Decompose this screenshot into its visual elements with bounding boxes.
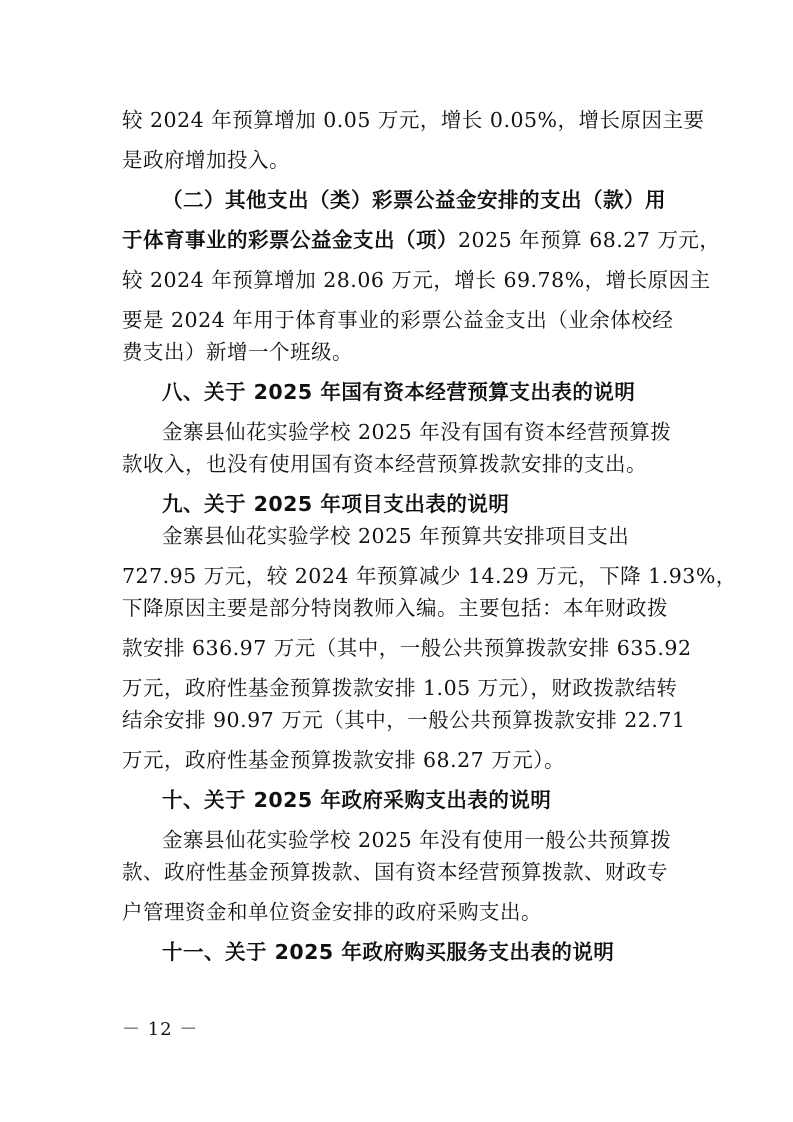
- body-text-line: 金寨县仙花实验学校 2025 年预算共安排项目支出: [162, 524, 630, 548]
- section-heading-continued: 于体育事业的彩票公益金支出（项）: [122, 228, 458, 252]
- section-heading: （二）其他支出（类）彩票公益金安排的支出（款）用: [162, 188, 666, 212]
- body-text-fragment: 2025 年预算 68.27 万元，: [458, 228, 721, 252]
- body-text-line: 款安排 636.97 万元（其中，一般公共预算拨款安排 635.92: [122, 636, 692, 660]
- section-heading: 九、关于 2025 年项目支出表的说明: [162, 492, 510, 516]
- body-text-line: 较 2024 年预算增加 0.05 万元，增长 0.05%，增长原因主要: [122, 108, 705, 132]
- body-text-line: 下降原因主要是部分特岗教师入编。主要包括：本年财政拨: [122, 596, 668, 620]
- section-heading: 十、关于 2025 年政府采购支出表的说明: [162, 788, 552, 812]
- section-heading: 八、关于 2025 年国有资本经营预算支出表的说明: [162, 380, 636, 404]
- body-text-line: 727.95 万元，较 2024 年预算减少 14.29 万元，下降 1.93%，: [122, 564, 737, 588]
- body-text-line: 款、政府性基金预算拨款、国有资本经营预算拨款、财政专: [122, 860, 668, 884]
- body-text-line: 金寨县仙花实验学校 2025 年没有国有资本经营预算拨: [162, 420, 672, 444]
- body-text-line: 金寨县仙花实验学校 2025 年没有使用一般公共预算拨: [162, 828, 672, 852]
- body-text-line: 是政府增加投入。: [122, 148, 290, 172]
- body-text-line: 费支出）新增一个班级。: [122, 340, 353, 364]
- body-text-line: 万元，政府性基金预算拨款安排 1.05 万元），财政拨款结转: [122, 676, 678, 700]
- page-number: － 12 －: [122, 1019, 199, 1040]
- body-text-line: [122, 226, 720, 254]
- body-text-line: 要是 2024 年用于体育事业的彩票公益金支出（业余体校经: [122, 308, 674, 332]
- body-text-line: 结余安排 90.97 万元（其中，一般公共预算拨款安排 22.71: [122, 708, 686, 732]
- section-heading: 十一、关于 2025 年政府购买服务支出表的说明: [162, 940, 615, 964]
- body-text-line: 款收入，也没有使用国有资本经营预算拨款安排的支出。: [122, 452, 647, 476]
- body-text-line: 较 2024 年预算增加 28.06 万元，增长 69.78%，增长原因主: [122, 268, 711, 292]
- body-text-line: 万元，政府性基金预算拨款安排 68.27 万元）。: [122, 748, 565, 772]
- body-text-line: 户管理资金和单位资金安排的政府采购支出。: [122, 900, 542, 924]
